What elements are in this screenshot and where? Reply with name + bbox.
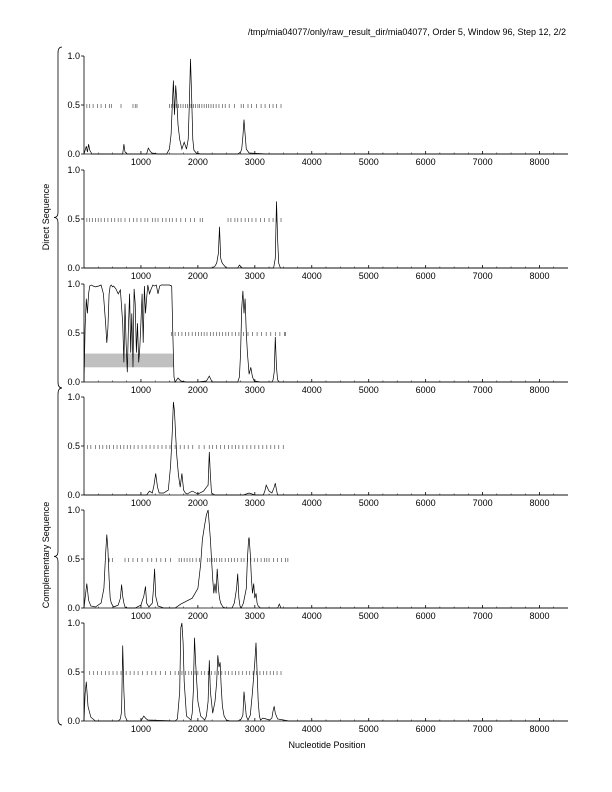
y-tick-label: 1.0: [67, 165, 80, 175]
series-line: [84, 285, 568, 382]
x-tick-label: 2000: [187, 611, 208, 621]
x-tick-label: 1000: [130, 157, 151, 167]
series-line: [84, 59, 568, 154]
series-line: [84, 623, 568, 721]
x-tick-label: 5000: [358, 724, 379, 734]
x-tick-label: 2000: [187, 157, 208, 167]
page-title: /tmp/mia04077/only/raw_result_dir/mia04077, Order 5, Window 96, Step 12, 2/2: [247, 27, 566, 37]
x-tick-label: 2000: [187, 724, 208, 734]
y-tick-label: 1.0: [67, 51, 80, 61]
complementary-sequence-brace: [54, 388, 62, 725]
x-tick-label: 7000: [472, 385, 493, 395]
x-tick-label: 7000: [472, 498, 493, 508]
x-tick-label: 7000: [472, 724, 493, 734]
x-tick-label: 8000: [529, 157, 550, 167]
x-tick-label: 1000: [130, 611, 151, 621]
x-tick-label: 5000: [358, 157, 379, 167]
x-tick-label: 1000: [130, 498, 151, 508]
y-tick-label: 0.0: [67, 263, 80, 273]
y-tick-label: 1.0: [67, 618, 80, 628]
y-tick-label: 0.0: [67, 377, 80, 387]
x-tick-label: 5000: [358, 271, 379, 281]
chart-panel-6: [67, 618, 568, 734]
panels: [67, 51, 568, 734]
y-tick-label: 0.0: [67, 149, 80, 159]
y-tick-label: 0.5: [67, 214, 80, 224]
x-tick-label: 8000: [529, 271, 550, 281]
x-tick-label: 2000: [187, 271, 208, 281]
x-tick-label: 6000: [415, 724, 436, 734]
chart-panel-1: [67, 51, 568, 167]
direct-sequence-brace: [54, 47, 62, 388]
x-tick-label: 3000: [244, 724, 265, 734]
x-tick-label: 4000: [301, 724, 322, 734]
x-tick-label: 4000: [301, 498, 322, 508]
y-tick-label: 0.5: [67, 100, 80, 110]
x-tick-label: 8000: [529, 611, 550, 621]
x-tick-label: 8000: [529, 724, 550, 734]
x-tick-label: 4000: [301, 157, 322, 167]
chart-panel-4: [67, 392, 568, 508]
series-line: [84, 201, 568, 268]
x-tick-label: 8000: [529, 385, 550, 395]
x-tick-label: 5000: [358, 498, 379, 508]
y-tick-label: 0.5: [67, 441, 80, 451]
y-tick-label: 0.5: [67, 667, 80, 677]
x-tick-label: 3000: [244, 157, 265, 167]
y-tick-label: 0.0: [67, 490, 80, 500]
chart-panel-2: [67, 165, 568, 281]
x-tick-label: 6000: [415, 385, 436, 395]
series-line: [84, 402, 568, 495]
x-tick-label: 2000: [187, 498, 208, 508]
x-tick-label: 5000: [358, 385, 379, 395]
x-tick-label: 1000: [130, 385, 151, 395]
x-tick-label: 3000: [244, 385, 265, 395]
chart-panel-3: [67, 279, 568, 395]
direct-sequence-group-label: Direct Sequence: [41, 183, 51, 251]
highlight-band: [84, 354, 173, 368]
x-tick-label: 3000: [244, 611, 265, 621]
x-tick-label: 1000: [130, 271, 151, 281]
y-tick-label: 1.0: [67, 279, 80, 289]
x-tick-label: 3000: [244, 498, 265, 508]
y-tick-label: 0.0: [67, 716, 80, 726]
x-tick-label: 6000: [415, 498, 436, 508]
chart-panel-5: [67, 505, 568, 621]
x-tick-label: 6000: [415, 157, 436, 167]
x-tick-label: 7000: [472, 271, 493, 281]
x-tick-label: 2000: [187, 385, 208, 395]
x-tick-label: 1000: [130, 724, 151, 734]
x-tick-label: 7000: [472, 157, 493, 167]
y-tick-label: 0.5: [67, 328, 80, 338]
y-tick-label: 0.0: [67, 603, 80, 613]
x-tick-label: 5000: [358, 611, 379, 621]
x-tick-label: 4000: [301, 271, 322, 281]
y-tick-label: 1.0: [67, 505, 80, 515]
x-tick-label: 8000: [529, 498, 550, 508]
x-tick-label: 4000: [301, 385, 322, 395]
complementary-sequence-group-label: Complementary Sequence: [41, 501, 51, 609]
x-tick-label: 6000: [415, 611, 436, 621]
x-axis-label: Nucleotide Position: [288, 740, 366, 750]
x-tick-label: 7000: [472, 611, 493, 621]
x-tick-label: 3000: [244, 271, 265, 281]
y-tick-label: 1.0: [67, 392, 80, 402]
x-tick-label: 4000: [301, 611, 322, 621]
x-tick-label: 6000: [415, 271, 436, 281]
y-tick-label: 0.5: [67, 554, 80, 564]
